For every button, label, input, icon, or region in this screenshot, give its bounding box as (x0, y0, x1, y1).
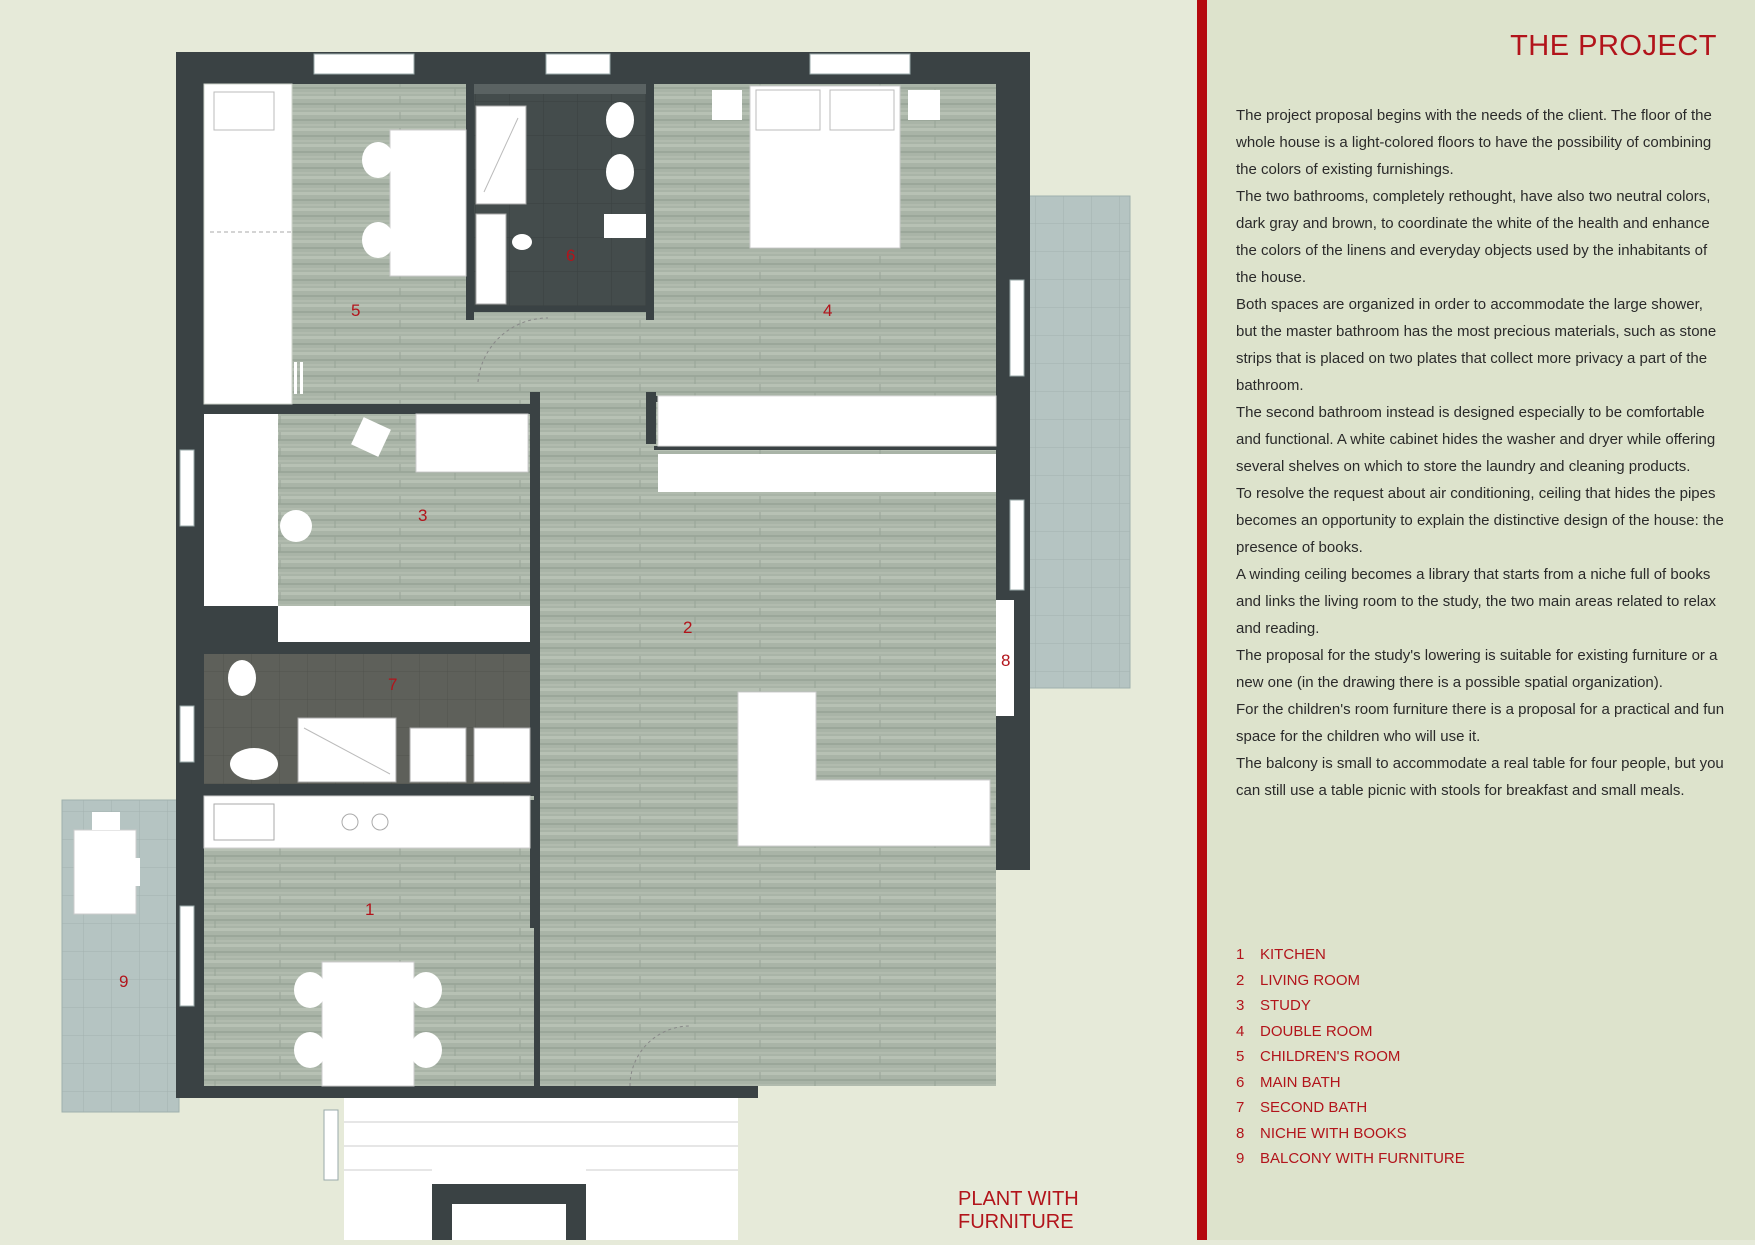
window (1010, 500, 1024, 590)
window (180, 906, 194, 1006)
wall-bath-south (204, 784, 536, 796)
bookshelf (658, 454, 996, 492)
pillow (214, 92, 274, 130)
project-panel (1207, 0, 1755, 1240)
description-paragraph: The two bathrooms, completely rethought, have also two neutral colors, dark gray and brown, to coordinate the white of the health and enhance the colors of the linens and everyday objects used by the inhabitants of the house. (1236, 188, 1711, 286)
room-legend (1236, 946, 1465, 1176)
legend-item (1236, 997, 1465, 1023)
room-label-1: 1 (365, 900, 375, 919)
legend-number: 2 (1236, 971, 1245, 989)
chair (294, 972, 326, 1008)
bathtub-tray (476, 214, 506, 304)
room-label-4: 4 (823, 301, 833, 320)
legend-number: 4 (1236, 1022, 1245, 1040)
panel-divider (1197, 0, 1207, 1240)
chair (362, 222, 394, 258)
bidet (606, 154, 634, 190)
legend-label: CHILDREN'S ROOM (1260, 1048, 1401, 1065)
dryer (474, 728, 530, 782)
pillow (830, 90, 894, 130)
legend-item (1236, 946, 1465, 972)
description-paragraph: To resolve the request about air conditioning, ceiling that hides the pipes becomes an opportunity to explain the distinctive design of the house: the presence of books. (1236, 485, 1724, 556)
legend-number: 7 (1236, 1099, 1245, 1116)
legend-item (1236, 1074, 1465, 1100)
room-label-5: 5 (351, 301, 361, 320)
legend-label: LIVING ROOM (1260, 971, 1361, 989)
wall-bath-north (204, 644, 536, 654)
legend-label: DOUBLE ROOM (1260, 1022, 1373, 1040)
page-title: THE PROJECT (1510, 30, 1717, 62)
legend-number: 1 (1236, 946, 1245, 963)
legend-item (1236, 1048, 1465, 1074)
dining-table (322, 962, 414, 1086)
kitchen-sink (214, 804, 274, 840)
legend-number: 9 (1236, 1150, 1245, 1167)
description-paragraph: A winding ceiling becomes a library that starts from a niche full of books and links the living room to the study, the two main areas related to relax and reading. (1236, 566, 1716, 637)
legend-item (1236, 1125, 1465, 1151)
legend-label: BALCONY WITH FURNITURE (1260, 1150, 1465, 1167)
shower (298, 718, 396, 782)
legend-item (1236, 972, 1465, 998)
window (1010, 280, 1024, 376)
window (180, 706, 194, 762)
balcony-east (1028, 196, 1130, 688)
window (180, 450, 194, 526)
window (324, 1110, 338, 1180)
study-shelf (278, 606, 530, 642)
nightstand (908, 90, 940, 120)
chair (280, 510, 312, 542)
desk (390, 130, 466, 276)
wall-main-bath-west (466, 84, 474, 320)
legend-number: 6 (1236, 1073, 1245, 1091)
legend-label: STUDY (1260, 997, 1311, 1014)
description-paragraph: For the children's room furniture there is a proposal for a practical and fun space for the children who will use it. (1236, 701, 1725, 745)
room-label-7: 7 (388, 675, 398, 694)
legend-label: NICHE WITH BOOKS (1260, 1124, 1407, 1142)
description-paragraph: Both spaces are organized in order to accommodate the large shower, but the master bathroom has the most precious materials, such as stone strips that is placed on two plates that collect more privacy a part of the bathroom. (1236, 296, 1717, 394)
description-paragraph: The second bathroom instead is designed especially to be comfortable and functional. A white cabinet hides the washer and dryer while offering several shelves on which to store the laundry and cleaning products. (1236, 404, 1716, 475)
room-label-8: 8 (1001, 651, 1011, 670)
room-label-6: 6 (566, 246, 576, 265)
window (546, 54, 610, 74)
pillow (756, 90, 820, 130)
wall-kitchen-east (530, 800, 538, 928)
description-paragraph: The proposal for the study's lowering is suitable for existing furniture or a new one (in the drawing there is a possible spatial organization). (1236, 647, 1718, 691)
room-label-9: 9 (119, 972, 129, 991)
description-paragraph: The balcony is small to accommodate a real table for four people, but you can still use a table picnic with stools for breakfast and small meals. (1236, 755, 1724, 799)
nightstand (712, 90, 742, 120)
toilet (606, 102, 634, 138)
window (810, 54, 910, 74)
wall-hall-east (646, 392, 656, 444)
legend-item (1236, 1099, 1465, 1125)
study-desk (204, 414, 278, 606)
wall-wardrobe-divider (654, 446, 996, 450)
legend-number: 8 (1236, 1124, 1245, 1142)
legend-item (1236, 1023, 1465, 1049)
sink (604, 214, 646, 238)
project-description (1236, 102, 1726, 804)
window (314, 54, 414, 74)
study-cabinet (416, 414, 528, 472)
chair (410, 1032, 442, 1068)
room-label-3: 3 (418, 506, 428, 525)
plan-caption: PLANT WITH FURNITURE (958, 1188, 1079, 1233)
room-label-2: 2 (683, 618, 693, 637)
legend-number: 5 (1236, 1048, 1245, 1065)
toilet (228, 660, 256, 696)
chair (362, 142, 394, 178)
sink (230, 748, 278, 780)
description-paragraph: The project proposal begins with the needs of the client. The floor of the whole house is a light-colored floors to have the possibility of combining the colors of existing furnishings. (1236, 107, 1712, 178)
wall-children-south (204, 404, 536, 414)
legend-number: 3 (1236, 997, 1245, 1014)
wall-main-bath-east (646, 84, 654, 320)
chair (294, 1032, 326, 1068)
wall-study-east (530, 392, 540, 554)
wardrobe (658, 396, 996, 446)
chair (410, 972, 442, 1008)
legend-item (1236, 1150, 1465, 1176)
legend-label: SECOND BATH (1260, 1099, 1368, 1116)
washing-machine (410, 728, 466, 782)
stool (120, 858, 140, 886)
legend-label: MAIN BATH (1260, 1073, 1341, 1091)
bunk-bed (204, 84, 292, 404)
legend-label: KITCHEN (1260, 946, 1326, 963)
stool (92, 812, 120, 830)
